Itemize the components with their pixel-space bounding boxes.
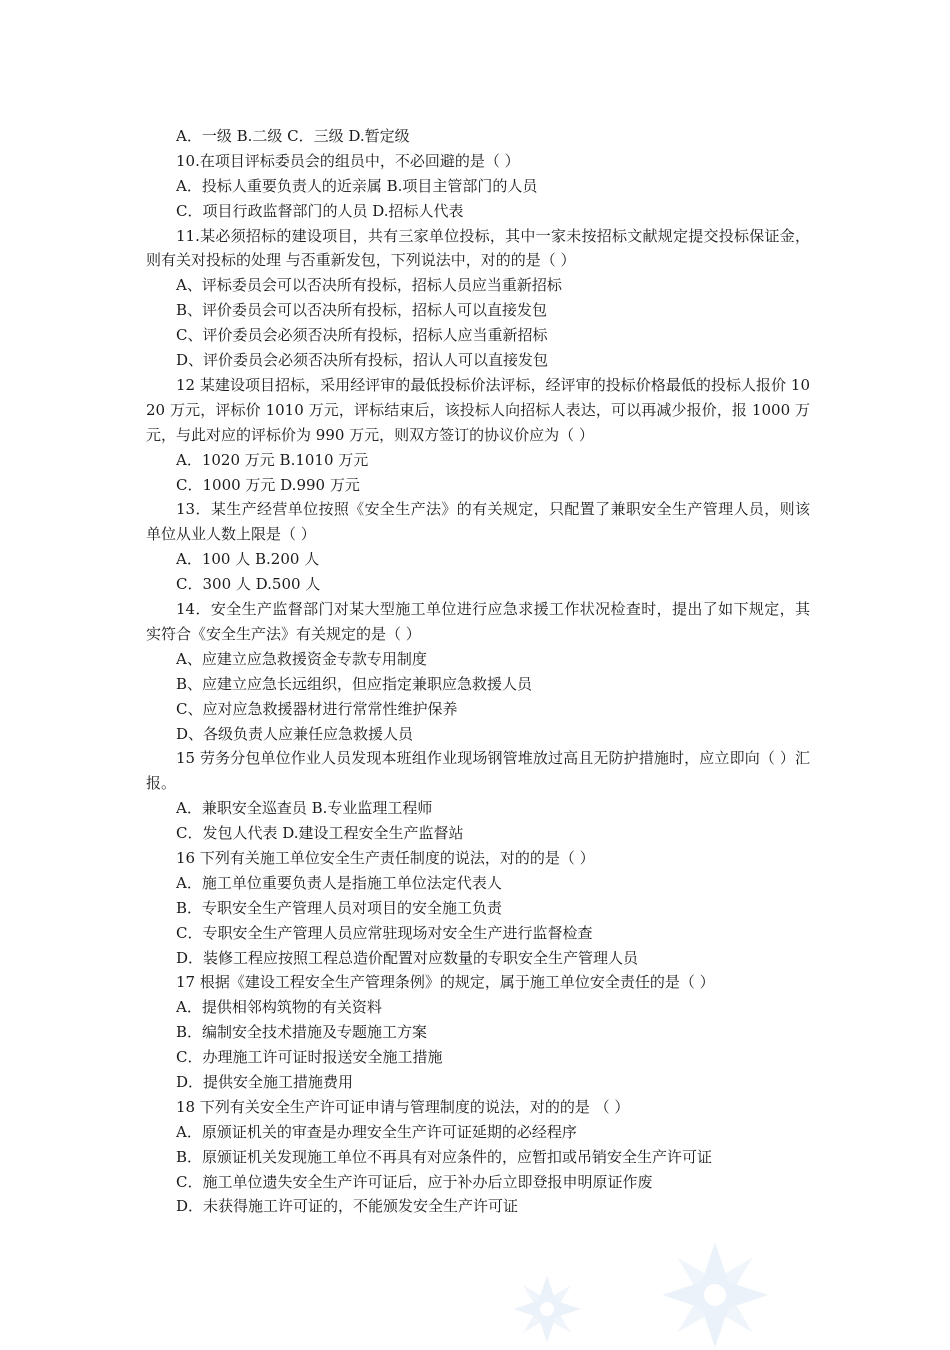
text-line: D．提供安全施工措施费用 [176,1073,354,1092]
question-paragraph: 12 某建设项目招标，采用经评审的最低投标价法评标，经评审的投标价格最低的投标人报价 1020 万元，评标价 1010 万元，评标结束后，该投标人向招标人表达，可以再减少报价，报 1000 万元，与此对应的评标价为 990 万元，则双方签订的协议价应为（ ） [146,375,810,444]
text-line: B．原颁证机关发现施工单位不再具有对应条件的，应暂扣或吊销安全生产许可证 [176,1147,713,1166]
question-paragraph: 14．安全生产监督部门对某大型施工单位进行应急求援工作状况检查时，提出了如下规定，其实符合《安全生产法》有关规定的是（ ） [146,600,810,643]
text-line: A．原颁证机关的审查是办理安全生产许可证延期的必经程序 [176,1122,577,1141]
text-line: D、评价委员会必须否决所有投标，招认人可以直接发包 [176,351,549,370]
text-line: C．施工单位遗失安全生产许可证后，应于补办后立即登报申明原证作废 [176,1172,653,1191]
text-line: B、应建立应急长远组织，但应指定兼职应急救援人员 [176,674,533,693]
text-line: C．专职安全生产管理人员应常驻现场对安全生产进行监督检查 [176,923,593,942]
text-line: C．项目行政监督部门的人员 D.招标人代表 [176,201,464,220]
text-line: C．1000 万元 D.990 万元 [176,475,360,494]
text-line: A．100 人 B.200 人 [176,550,320,569]
text-line: A．提供相邻构筑物的有关资料 [176,998,382,1017]
snowflake-watermark-icon [660,1240,770,1350]
text-line: B．编制安全技术措施及专题施工方案 [176,1023,428,1042]
text-line: A．投标人重要负责人的近亲属 B.项目主管部门的人员 [176,176,538,195]
text-line: A．兼职安全巡查员 B.专业监理工程师 [176,799,433,818]
text-line: 16 下列有关施工单位安全生产责任制度的说法，对的的是（ ） [176,849,595,867]
text-line: C、评价委员会必须否决所有投标，招标人应当重新招标 [176,326,548,345]
question-paragraph: 15 劳务分包单位作业人员发现本班组作业现场钢管堆放过高且无防护措施时，应立即向（ ）汇报。 [146,749,810,793]
text-line: C．发包人代表 D.建设工程安全生产监督站 [176,824,464,843]
document-body [146,124,810,1219]
text-line: D．装修工程应按照工程总造价配置对应数量的专职安全生产管理人员 [176,948,639,967]
text-line: C．300 人 D.500 人 [176,575,321,594]
text-line: A．1020 万元 B.1010 万元 [176,450,369,469]
text-line: D．未获得施工许可证的，不能颁发安全生产许可证 [176,1197,519,1216]
text-line: A、评标委员会可以否决所有投标，招标人员应当重新招标 [176,276,562,295]
text-line: C、应对应急救援器材进行常常性维护保养 [176,699,458,718]
text-line: A．施工单位重要负责人是指施工单位法定代表人 [176,873,502,892]
text-line: 17 根据《建设工程安全生产管理条例》的规定，属于施工单位安全责任的是（ ） [176,973,715,992]
text-line: C．办理施工许可证时报送安全施工措施 [176,1048,443,1067]
text-line: B．专职安全生产管理人员对项目的安全施工负责 [176,898,503,917]
question-paragraph: 11.某必须招标的建设项目，共有三家单位投标，其中一家未按招标文献规定提交投标保证金，则有关对投标的处理 与否重新发包，下列说法中，对的的是（ ） [146,226,810,270]
text-line: B、评价委员会可以否决所有投标，招标人可以直接发包 [176,301,548,320]
text-line: D、各级负责人应兼任应急救援人员 [176,724,414,743]
question-paragraph: 13．某生产经营单位按照《安全生产法》的有关规定，只配置了兼职安全生产管理人员，则该单位从业人数上限是（ ） [146,500,810,544]
text-line: 10.在项目评标委员会的组员中，不必回避的是（ ） [176,151,520,170]
text-line: A、应建立应急救援资金专款专用制度 [176,649,427,668]
text-line: A．一级 B.二级 C．三级 D.暂定级 [176,127,410,145]
text-line: 18 下列有关安全生产许可证申请与管理制度的说法，对的的是 （ ） [176,1097,630,1116]
snowflake-watermark-icon [512,1274,582,1344]
